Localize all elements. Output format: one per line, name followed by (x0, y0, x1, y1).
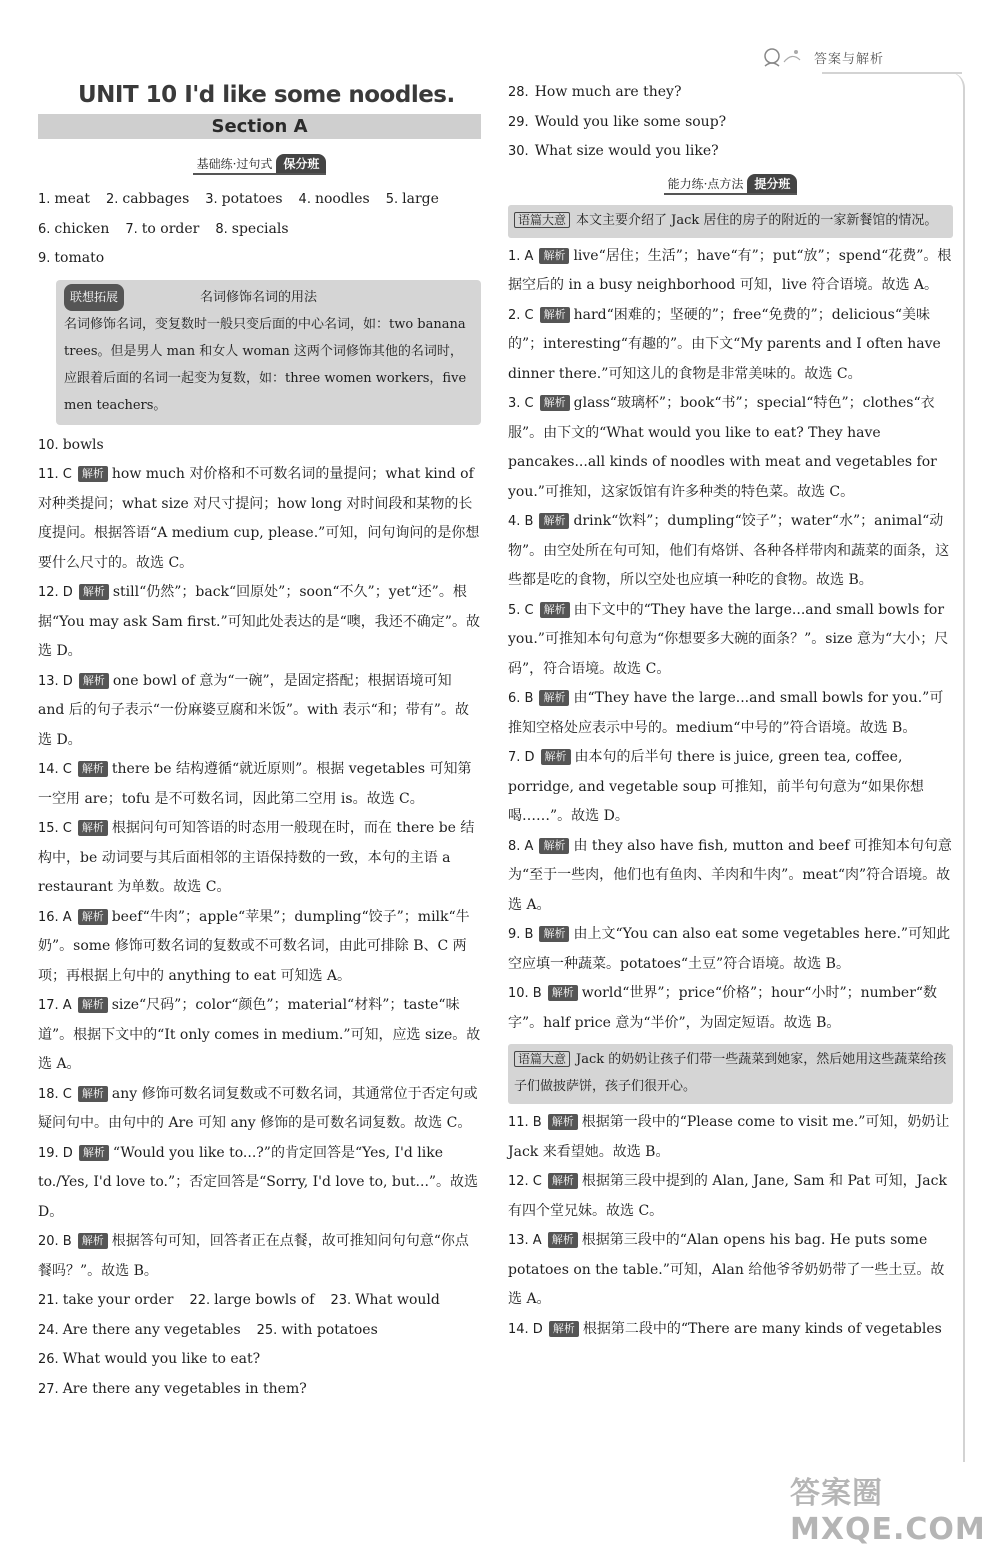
answer-row (38, 1316, 481, 1346)
item-number: 3. C (508, 396, 534, 411)
answer-text: specials (231, 220, 289, 237)
item-text: beef“牛肉”；apple“苹果”；dumpling“饺子”；milk“牛奶”。some 修饰可数名词的复数或不可数名词，由此可排除 B、C 两项；再根据上句中的 anything to eat 可知选 A。 (38, 908, 470, 984)
analysis-tag: 解析 (548, 1173, 578, 1189)
answer-row (38, 215, 481, 245)
explanation-item (508, 507, 953, 596)
analysis-tag: 解析 (540, 602, 570, 618)
explanation-item (508, 1108, 953, 1167)
answer-number: 1. (38, 192, 51, 207)
analysis-tag: 解析 (78, 761, 108, 777)
answer-text: take your order (62, 1292, 174, 1308)
answer-number: 27. (38, 1381, 59, 1397)
analysis-tag: 解析 (541, 749, 571, 765)
answer-item (125, 221, 199, 237)
header-title: 答案与解析 (814, 51, 885, 67)
answer-number: 6. (38, 221, 51, 237)
item-text: 根据答句可知，回答者正在点餐，故可推知问句句意“你点餐吗？”。故选 B。 (38, 1233, 469, 1279)
page-frame-top (822, 72, 962, 74)
analysis-tag: 解析 (78, 1233, 108, 1249)
item-text: how much 对价格和不可数名词的量提问；what kind of 对种类提问；what size 对尺寸提问；how long 对时间段和某物的长度提问。根据答语“A medium cup, please.”可知，问句询问的是你想要什么尺寸的。故选 C。 (38, 466, 480, 571)
answer-text: with potatoes (281, 1321, 378, 1338)
item-text: 由“They have the large...and small bowls for you.”可推知空格处应表示中号的。medium“中号的”符合语境。故选 B。 (508, 690, 944, 736)
explanation-item (38, 1080, 481, 1139)
cartoon-logo-icon (760, 44, 806, 70)
answer-item (38, 1381, 307, 1397)
explanation-item (38, 991, 481, 1080)
answer-number: 3. (205, 192, 218, 207)
answer-text: Are there any vegetables in them? (62, 1380, 307, 1397)
explanation-item (38, 755, 481, 814)
item-text: there be 结构遵循“就近原则”。根据 vegetables 可知第一空用 are；tofu 是不可数名词，因此第二空用 is。故选 C。 (38, 761, 472, 807)
answer-number: 24. (38, 1322, 59, 1338)
answer-number: 5. (385, 192, 399, 207)
item-number: 12. D (38, 585, 73, 600)
note-body: 名词修饰名词，变复数时一般只变后面的中心名词，如：two banana trees。但是男人 man 和女人 woman 这两个词修饰其他的名词时，应跟着后面的名词一起变为复数，如：three women workers，five men teachers。 (64, 316, 467, 413)
analysis-tag: 解析 (540, 307, 570, 323)
analysis-tag: 解析 (78, 820, 108, 836)
analysis-tag: 解析 (540, 395, 570, 411)
item-text: 根据第一段中的“Please come to visit me.”可知，奶奶让 Jack 来看望她。故选 B。 (508, 1114, 950, 1160)
answer-text: What would (355, 1292, 440, 1308)
analysis-tag: 解析 (78, 466, 108, 482)
analysis-tag: 解析 (548, 1232, 578, 1248)
item-text: What size would you like? (534, 143, 719, 159)
section-title: Section A (38, 114, 481, 139)
item-number: 11. C (38, 467, 72, 482)
practice-pill (38, 153, 481, 175)
item-number: 11. B (508, 1115, 542, 1130)
note-box (56, 280, 481, 425)
item-number: 14. D (508, 1321, 543, 1337)
answer-row (38, 244, 481, 274)
answer-row (38, 1345, 481, 1375)
item-number: 2. C (508, 307, 534, 323)
watermark: 答案圈 MXQE.COM (790, 1476, 986, 1547)
explanation-item (508, 137, 953, 167)
item-number: 13. D (38, 673, 73, 689)
item-text: size“尺码”；color“颜色”；material“材料”；taste“味道”。根据下文中的“It only comes in medium.”可知，应选 size。故选 A。 (38, 997, 481, 1072)
item-text: drink“饮料”；dumpling“饺子”；water“水”；animal“动物”。由空处所在句可知，他们有烙饼、各种各样带肉和蔬菜的面条，这些都是吃的食物，所以空处也应填一种吃的食物。故选 B。 (508, 513, 950, 588)
answer-number: 23. (330, 1293, 352, 1308)
item-text: 根据第二段中的“There are many kinds of vegetables (582, 1320, 942, 1337)
explanation-item (508, 108, 953, 138)
explanation-item (508, 389, 953, 507)
answer-number: 25. (256, 1322, 278, 1338)
item-text: 由下文中的“They have the large...and small bowls for you.”可推知本句句意为“你想要多大碗的面条？”。size 意为“大小；尺码”，符合语境。故选 C。 (508, 601, 949, 677)
item-number: 29. (508, 114, 529, 130)
pill-label: 能力练·点方法 (667, 176, 744, 191)
analysis-tag: 解析 (78, 909, 108, 925)
explanation-item (38, 1139, 481, 1228)
answer-item (38, 1351, 260, 1367)
pill-label: 基础练·过句式 (196, 157, 273, 171)
explanation-item (508, 1167, 953, 1226)
answer-item (38, 250, 104, 266)
answer-text: large (402, 191, 439, 207)
answer-number: 4. (298, 192, 311, 207)
answer-item (38, 1292, 173, 1308)
answer-row (38, 1375, 481, 1405)
item-text: 由本句的后半句 there is juice, green tea, coffee, porridge, and vegetable soup 可推知，前半句句意为“如果你想喝……”。故选 D。 (508, 749, 924, 824)
item-number: 4. B (508, 514, 534, 529)
explanation-list-left (38, 460, 481, 1286)
note-label: 联想拓展 (64, 284, 124, 311)
item-number: 18. C (38, 1086, 72, 1102)
right-column (508, 78, 953, 1344)
answer-text: cabbages (122, 191, 190, 207)
analysis-tag: 解析 (539, 838, 569, 854)
answer-number: 7. (125, 221, 138, 237)
unit-title: UNIT 10 I'd like some noodles. (78, 82, 455, 108)
item-number: 15. C (38, 821, 72, 836)
answer-number: 8. (215, 221, 228, 237)
fill-answers-2 (38, 1286, 481, 1404)
item-number: 6. B (508, 691, 534, 706)
analysis-tag: 解析 (548, 1114, 578, 1130)
answer-text: potatoes (221, 191, 283, 207)
answer-number: 2. (105, 192, 119, 207)
explanation-item (38, 1227, 481, 1286)
answer-item (38, 191, 90, 207)
explanation-list-right-2 (508, 1108, 953, 1344)
summary-label: 语篇大意 (514, 1051, 570, 1067)
practice-pill-2 (508, 173, 953, 195)
analysis-tag: 解析 (539, 513, 569, 529)
answers-top (508, 78, 953, 167)
analysis-tag: 解析 (539, 926, 569, 942)
analysis-tag: 解析 (539, 248, 569, 264)
explanation-item (38, 667, 481, 756)
analysis-tag: 解析 (549, 1321, 579, 1337)
answer-number: 9. (38, 251, 51, 266)
answer-item (299, 191, 370, 207)
item-text: How much are they? (534, 84, 682, 100)
item-number: 1. A (508, 248, 534, 264)
item-number: 9. B (508, 927, 534, 942)
left-column (38, 78, 481, 1404)
item-number: 28. (508, 85, 529, 100)
explanation-item (38, 460, 481, 578)
item-number: 30. (508, 144, 529, 159)
analysis-tag: 解析 (79, 673, 109, 689)
item-number: 8. A (508, 838, 534, 854)
pill-badge: 保分班 (276, 154, 326, 173)
answer-text: meat (54, 191, 90, 207)
item-text: any 修饰可数名词复数或不可数名词，其通常位于否定句或疑问句中。由句中的 Are 可知 any 修饰的是可数名词复数。故选 C。 (38, 1085, 478, 1131)
item-number: 10. B (508, 986, 542, 1001)
answer-text: What would you like to eat? (62, 1351, 261, 1367)
item-text: one bowl of 意为“一碗”，是固定搭配；根据语境可知 and 后的句子表示“一份麻婆豆腐和米饭”。with 表示“和；带有”。故选 D。 (38, 672, 469, 748)
item-text: 由上文“You can also eat some vegetables here.”可知此空应填一种蔬菜。potatoes“土豆”符合语境。故选 B。 (508, 926, 951, 972)
explanation-item (508, 979, 953, 1038)
analysis-tag: 解析 (78, 997, 108, 1013)
item-text: “Would you like to...?”的肯定回答是“Yes, I'd like to./Yes, I'd love to.”；否定回答是“Sorry, I'd love to, but...”。故选 D。 (38, 1144, 479, 1220)
item-text: Would you like some soup? (534, 113, 727, 130)
explanation-item (508, 1226, 953, 1315)
answer-text: large bowls of (214, 1292, 315, 1308)
item-number: 12. C (508, 1174, 542, 1189)
item-text: hard“困难的；坚硬的”；free“免费的”；delicious“美味的”；interesting“有趣的”。由下文“My parents and I often have dinner there.”可知这儿的食物是非常美味的。故选 C。 (508, 306, 941, 382)
item-number: 20. B (38, 1234, 72, 1249)
explanation-list-right (508, 242, 953, 1039)
page-header (760, 44, 884, 70)
item-text: still“仍然”；back“回原处”；soon“不久”；yet“还”。根据“You may ask Sam first.”可知此处表达的是“噢，我还不确定”。故选 D。 (38, 584, 480, 659)
item-number: 5. C (508, 602, 534, 618)
item-text: 根据第三段中提到的 Alan, Jane, Sam 和 Pat 可知，Jack 有四个堂兄妹。故选 C。 (508, 1173, 947, 1219)
answer-text: chicken (54, 220, 110, 237)
item-text: 根据第三段中的“Alan opens his bag. He puts some potatoes on the table.”可知，Alan 给他爷爷奶奶带了一些土豆。故选 A。 (508, 1232, 945, 1307)
explanation-item (508, 832, 953, 921)
summary-box-2 (508, 1044, 953, 1104)
answer-item (189, 1292, 314, 1308)
item-text: 根据问句可知答语的时态用一般现在时，而在 there be 结构中，be 动词要与其后面相邻的主语保持数的一致，本句的主语 a restaurant 为单数。故选 C。 (38, 820, 475, 895)
item-number: 19. D (38, 1145, 73, 1161)
explanation-item (508, 301, 953, 390)
item-text: glass“玻璃杯”；book“书”；special“特色”；clothes“衣服”。由下文的“What would you like to eat? They have pancakes...all kinds of noodles with meat and vegetables for you.”可推知，这家饭馆有许多种类的特色菜。故选 C。 (508, 395, 937, 500)
answer-text: Are there any vegetables (62, 1321, 241, 1338)
answer-item (215, 221, 288, 237)
explanation-item (508, 684, 953, 743)
answer-row (38, 1286, 481, 1316)
item-text: world“世界”；price“价格”；hour“小时”；number“数字”。half price 意为“半价”，为固定短语。故选 B。 (508, 985, 938, 1031)
answer-number: 26. (38, 1352, 59, 1367)
item-number: 13. A (508, 1233, 542, 1248)
summary-box-1 (508, 205, 953, 238)
note-title: 名词修饰名词的用法 (200, 289, 318, 305)
answer-item (386, 191, 439, 207)
explanation-item (508, 596, 953, 685)
analysis-tag: 解析 (548, 985, 578, 1001)
analysis-tag: 解析 (78, 1086, 108, 1102)
item-text: live“居住；生活”；have“有”；put“放”；spend“花费”。根据空后的 in a busy neighborhood 可知，live 符合语境。故选 A。 (508, 247, 952, 293)
answer-text: tomato (54, 250, 105, 266)
explanation-item (508, 920, 953, 979)
pill-badge: 提分班 (747, 174, 797, 193)
analysis-tag: 解析 (79, 584, 109, 600)
item-number: 14. C (38, 762, 72, 777)
summary-label: 语篇大意 (514, 212, 570, 228)
answer-item (38, 1322, 241, 1338)
answer-number: 22. (189, 1293, 211, 1308)
answer-text: noodles (314, 191, 370, 207)
answer-number: 21. (38, 1293, 59, 1308)
explanation-item (38, 903, 481, 992)
answer-item (38, 221, 109, 237)
summary-text: Jack 的奶奶让孩子们带一些蔬菜到她家，然后她用这些蔬菜给孩子们做披萨饼，孩子们很开心。 (514, 1052, 947, 1094)
explanation-item (38, 814, 481, 903)
answer-item (257, 1322, 378, 1338)
item-number: 7. D (508, 750, 535, 765)
answer-item (106, 191, 189, 207)
answer-row (38, 185, 481, 215)
answer-item (205, 191, 282, 207)
explanation-item (508, 242, 953, 301)
answer-item: 10. bowls (38, 436, 104, 453)
summary-text: 本文主要介绍了 Jack 居住的房子的附近的一家新餐馆的情况。 (576, 212, 938, 228)
item-text: 由 they also have fish, mutton and beef 可推知本句句意为“至于一些肉，他们也有鱼肉、羊肉和牛肉”。meat“肉”符合语境。故选 A。 (508, 837, 952, 913)
item-number: 17. A (38, 998, 72, 1013)
fill-answers-1 (38, 185, 481, 274)
explanation-item (508, 78, 953, 108)
explanation-item (508, 1315, 953, 1345)
explanation-item (38, 578, 481, 667)
answer-text: to order (141, 220, 200, 237)
item-number: 16. A (38, 909, 72, 925)
analysis-tag: 解析 (539, 690, 569, 706)
answer-item (330, 1292, 439, 1308)
explanation-item (508, 743, 953, 832)
analysis-tag: 解析 (79, 1145, 109, 1161)
